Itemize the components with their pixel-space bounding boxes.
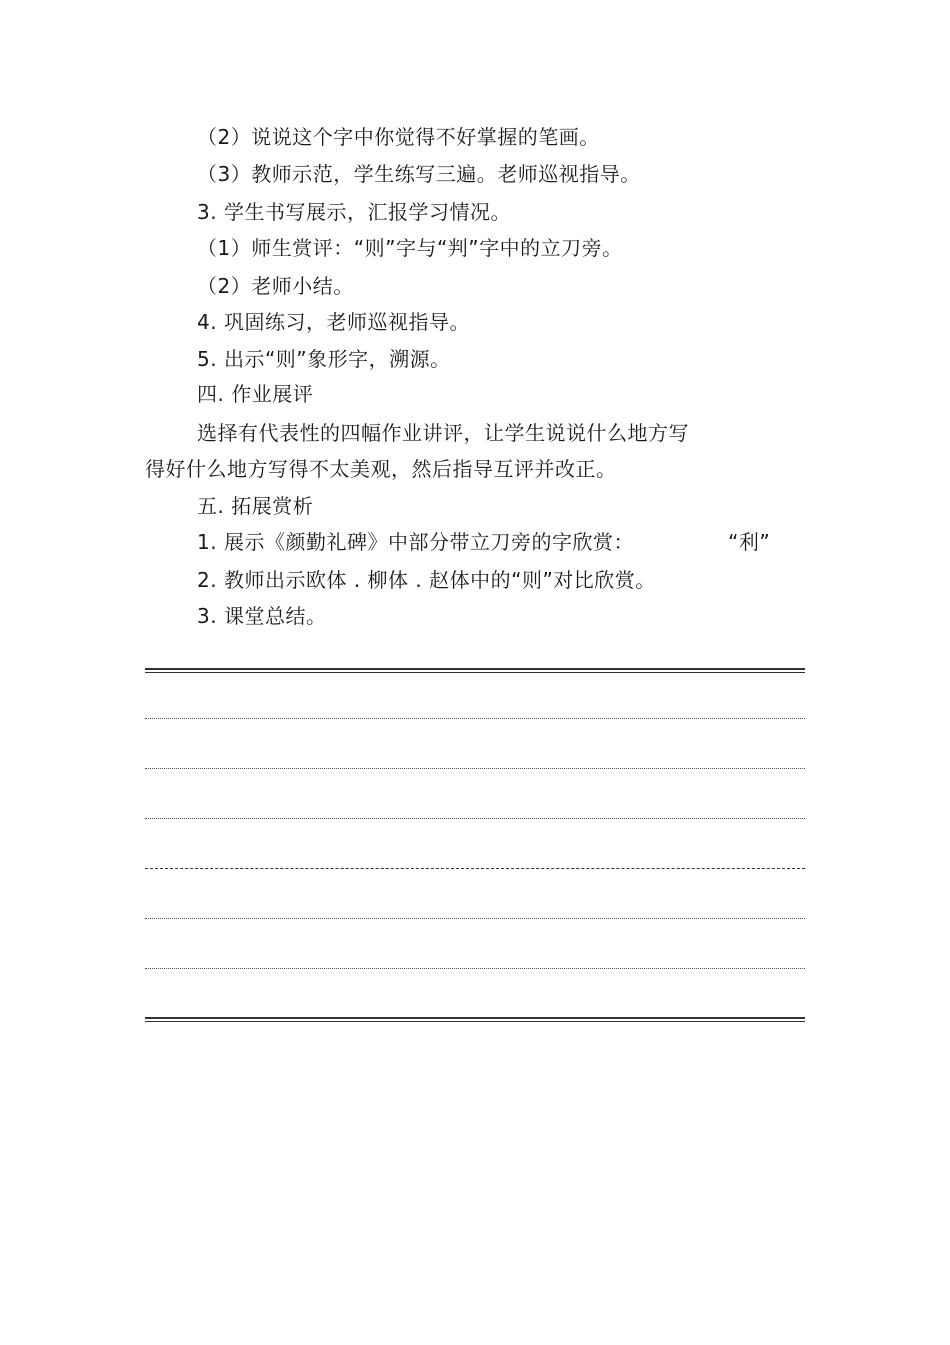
- example-character: “利”: [728, 530, 771, 554]
- text-line: （2）说说这个字中你觉得不好掌握的笔画。: [197, 125, 600, 149]
- text-line: 3. 学生书写展示，汇报学习情况。: [197, 200, 511, 224]
- text-line: （3）教师示范，学生练写三遍。老师巡视指导。: [197, 162, 641, 186]
- notes-line: [145, 868, 805, 869]
- text-line: 选择有代表性的四幅作业讲评，让学生说说什么地方写: [197, 421, 689, 445]
- notes-line: [145, 768, 805, 769]
- section-heading: 四. 作业展评: [197, 382, 314, 406]
- text-line: （2）老师小结。: [197, 274, 354, 298]
- notes-line: [145, 968, 805, 969]
- notes-line: [145, 818, 805, 819]
- notes-line: [145, 918, 805, 919]
- section-heading: 五. 拓展赏析: [197, 494, 314, 518]
- notes-line: [145, 718, 805, 719]
- top-double-rule: [145, 668, 805, 673]
- text-line: 4. 巩固练习，老师巡视指导。: [197, 310, 470, 334]
- text-line: 1. 展示《颜勤礼碑》中部分带立刀旁的字欣赏：: [197, 530, 634, 554]
- text-line: 5. 出示“则”象形字，溯源。: [197, 347, 451, 371]
- text-line: （1）师生赏评：“则”字与“判”字中的立刀旁。: [197, 236, 623, 260]
- text-line: 2. 教师出示欧体 . 柳体 . 赵体中的“则”对比欣赏。: [197, 568, 656, 592]
- bottom-double-rule: [145, 1017, 805, 1022]
- text-line: 3. 课堂总结。: [197, 604, 327, 628]
- text-line: 得好什么地方写得不太美观，然后指导互评并改正。: [145, 457, 617, 481]
